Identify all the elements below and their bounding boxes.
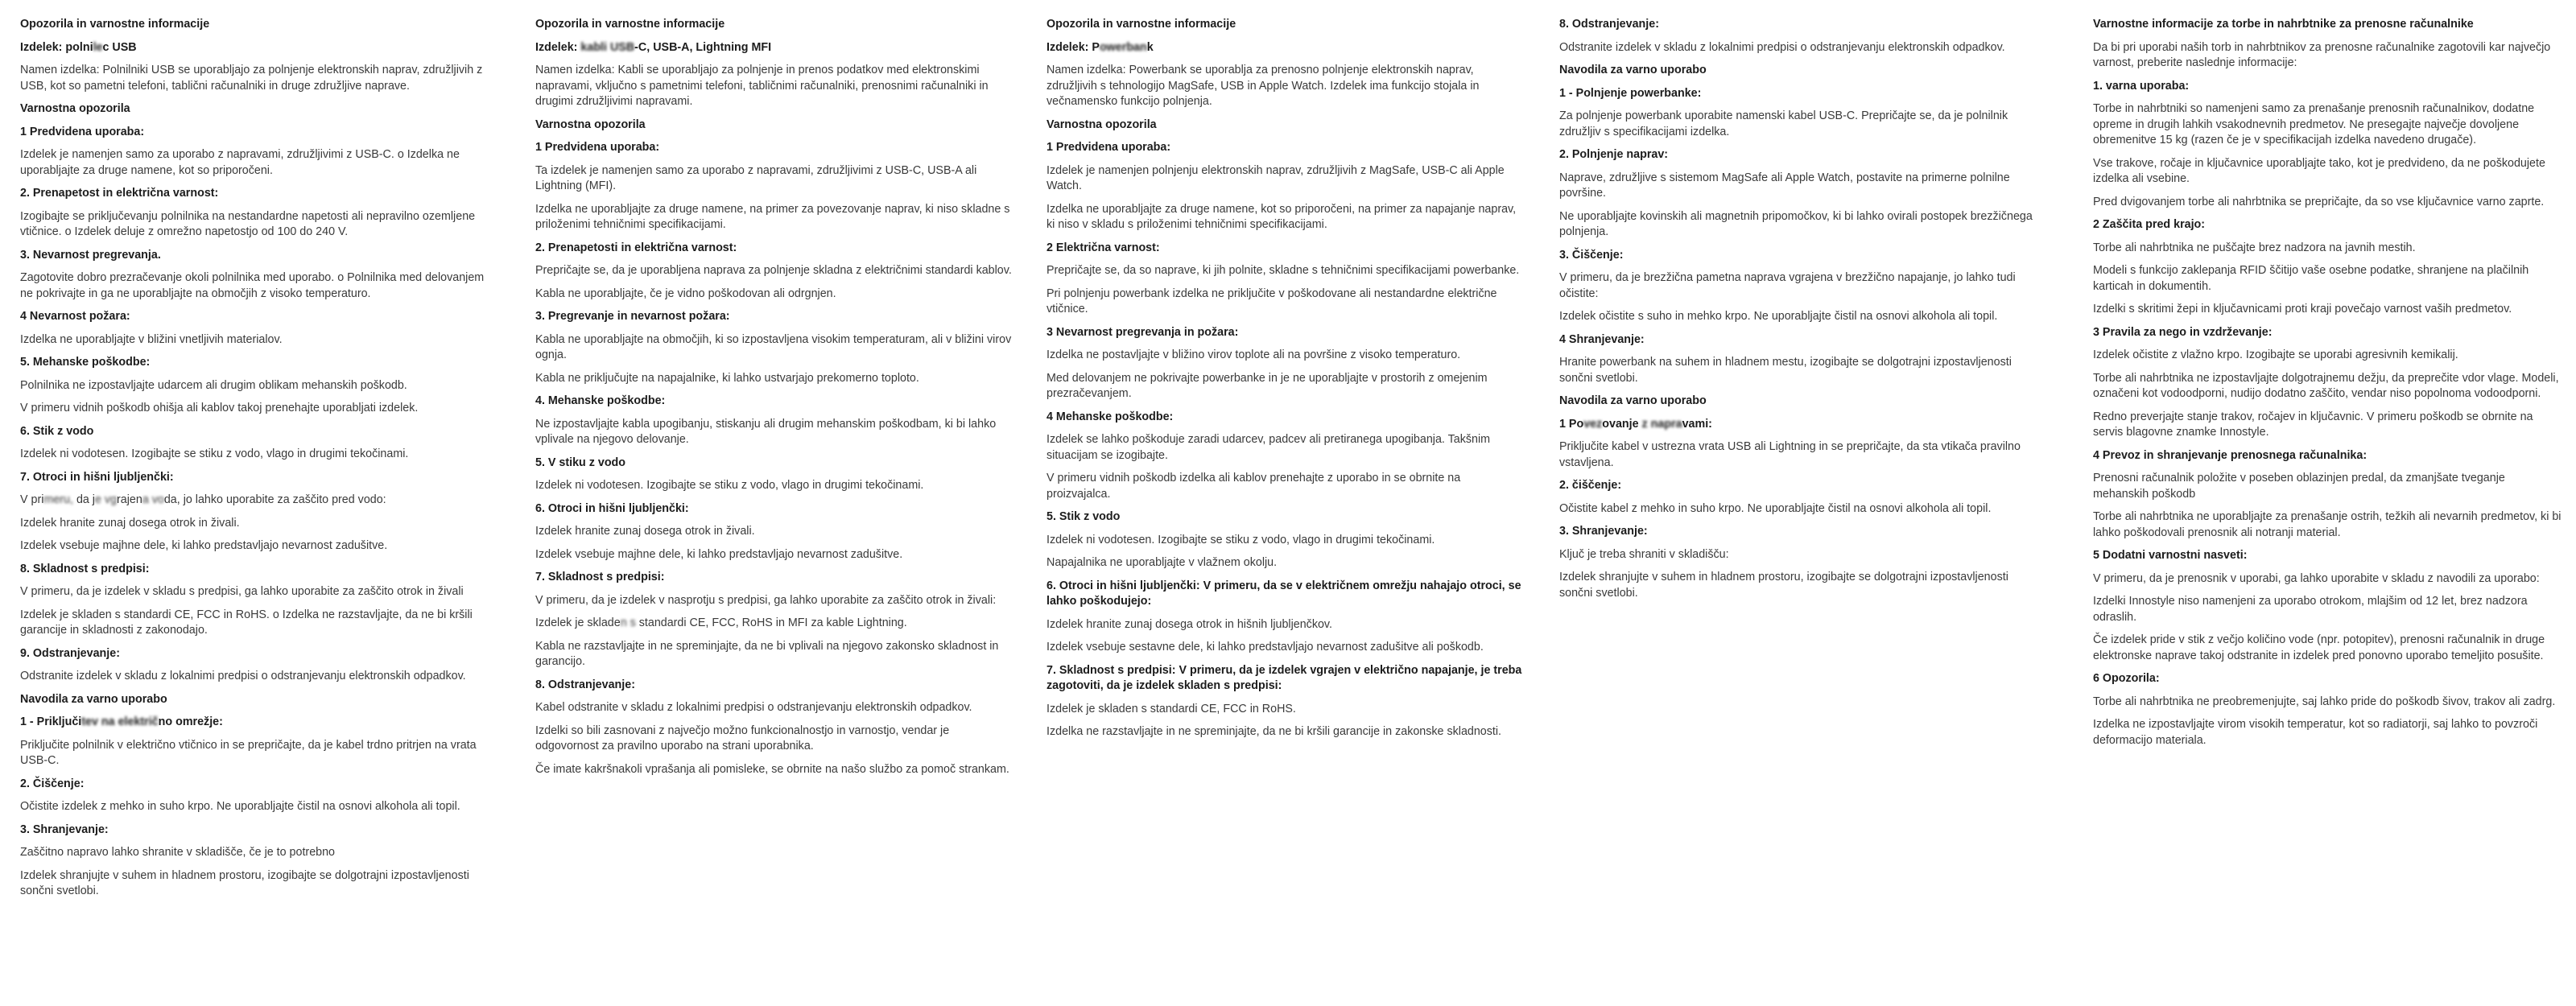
section-heading: 6 Opozorila: [2093, 672, 2160, 685]
paragraph: V primeru, da je izdelek v skladu s predpisi, ga lahko uporabite za zaščito otrok in živali [20, 585, 464, 598]
text-segment: Izdelek: polni [20, 40, 93, 54]
section-heading: 3 Nevarnost pregrevanja in požara: [1046, 325, 1239, 339]
paragraph: Kabla ne uporabljajte na območjih, ki so izpostavljena visokim temperaturam, ali v bližini virov ognja. [535, 332, 1012, 361]
section-heading: 2. čiščenje: [1559, 479, 1622, 492]
section-heading: 4. Mehanske poškodbe: [535, 394, 666, 407]
paragraph: Torbe ali nahrbtnika ne uporabljajte za prenašanje ostrih, težkih ali nevarnih predmetov, ki bi lahko poškodovali prenosnik ali notranji material. [2093, 510, 2562, 539]
column-3 [1046, 17, 1524, 748]
section-heading: 7. Skladnost s predpisi: [535, 571, 665, 583]
text-segment: e vg [95, 493, 118, 506]
text-segment: -C, USB-A, Lightning MFI [634, 40, 772, 54]
paragraph: Kabla ne razstavljajte in ne spreminjajte, da ne bi vplivali na njegovo zakonsko skladnost in garancijo. [535, 639, 999, 668]
text-segment: tev na električ [81, 715, 159, 728]
paragraph: Odstranite izdelek v skladu z lokalnimi predpisi o odstranjevanju elektronskih odpadkov. [1559, 40, 2005, 54]
section-heading: 1 - Polnjenje powerbanke: [1559, 86, 1702, 100]
paragraph: Med delovanjem ne pokrivajte powerbanke in je ne uporabljajte v prostorih z omejenim prezračevanjem. [1046, 371, 1488, 400]
section-heading: 3. Čiščenje: [1559, 248, 1624, 262]
text-segment: vez [1583, 417, 1603, 431]
section-heading: Navodila za varno uporabo [20, 692, 167, 706]
paragraph: Če imate kakršnakoli vprašanja ali pomisleke, se obrnite na našo službo za pomoč strankam. [535, 762, 1009, 776]
section-heading: 4 Mehanske poškodbe: [1046, 410, 1174, 423]
text-segment: Izdelek: P [1046, 40, 1100, 54]
section-heading: 1. varna uporaba: [2093, 79, 2190, 93]
paragraph: Torbe ali nahrbtnika ne puščajte brez nadzora na javnih mestih. [2093, 241, 2416, 254]
paragraph: Kabla ne uporabljajte, če je vidno poškodovan ali odrgnjen. [535, 287, 836, 300]
paragraph: Zagotovite dobro prezračevanje okoli polnilnika med uporabo. o Polnilnika med delovanjem ne pokrivajte in ga ne uporabljajte na območjih z visoko temperaturo. [20, 271, 485, 300]
section-heading: 2. Polnjenje naprav: [1559, 148, 1669, 161]
text-segment: 1 - Priključi [20, 715, 82, 728]
section-heading: 9. Odstranjevanje: [20, 646, 120, 660]
paragraph: V primeru vidnih poškodb izdelka ali kablov prenehajte z uporabo in se obrnite na proizvajalca. [1046, 472, 1461, 501]
text-segment: Izdelek: [535, 40, 581, 54]
paragraph: Očistite izdelek z mehko in suho krpo. Ne uporabljajte čistil na osnovi alkohola ali topil. [20, 800, 460, 813]
paragraph: Prepričajte se, da so naprave, ki jih polnite, skladne s tehničnimi specifikacijami powerbanke. [1046, 264, 1520, 277]
text-segment: rajen [117, 493, 142, 506]
paragraph: Izdelki s skritimi žepi in ključavnicami proti kraji povečajo varnost vaših predmetov. [2093, 303, 2512, 315]
paragraph: Izdelka ne razstavljajte in ne spreminjajte, da ne bi kršili garancije in zakonske skladnosti. [1046, 725, 1502, 738]
paragraph: Da bi pri uporabi naših torb in nahrbtnikov za prenosne računalnike zagotovili kar največjo varnost, preberite naslednje informacije: [2093, 40, 2551, 69]
section-heading: 3. Pregrevanje in nevarnost požara: [535, 310, 730, 323]
section-heading: 8. Odstranjevanje: [1559, 18, 1659, 31]
paragraph: Modeli s funkcijo zaklepanja RFID ščitijo vaše osebne podatke, shranjene na plačilnih karticah in dokumentih. [2093, 264, 2529, 293]
paragraph: Hranite powerbank na suhem in hladnem mestu, izogibajte se dolgotrajni izpostavljenosti sončni svetlobi. [1559, 356, 2012, 385]
section-heading: 4 Nevarnost požara: [20, 310, 130, 323]
text-segment: V pri [20, 493, 44, 506]
text-segment: da, jo lahko uporabite za zaščito pred vodo: [163, 493, 386, 506]
paragraph: Torbe in nahrbtniki so namenjeni samo za prenašanje prenosnih računalnikov, dodatne opreme in drugih lahkih vsakodnevnih predmetov. Ne presegajte največje dovoljene obremenitve 15 kg (razen če je v specifikacijah izdelka navedeno drugače). [2093, 102, 2535, 146]
paragraph: Namen izdelka: Powerbank se uporablja za prenosno polnjenje elektronskih naprav, združljivih s tehnologijo MagSafe, USB in Apple Watch. Izdelek ima funkcijo stojala in večnamensko funkcijo polnjenja. [1046, 64, 1480, 108]
text-segment: standardi CE, FCC, RoHS in MFI za kable Lightning. [638, 616, 907, 629]
paragraph: Izdelek očistite z vlažno krpo. Izogibajte se uporabi agresivnih kemikalij. [2093, 348, 2458, 361]
column-4 [1559, 17, 2037, 608]
section-heading: 5. V stiku z vodo [535, 456, 626, 469]
section-heading: Opozorila in varnostne informacije [1046, 18, 1236, 31]
paragraph [535, 616, 1013, 632]
paragraph: Izdelek hranite zunaj dosega otrok in živali. [20, 516, 240, 530]
paragraph: Priključite polnilnik v električno vtičnico in se prepričajte, da je kabel trdno pritrjen na vrata USB-C. [20, 738, 477, 767]
column-1 [20, 17, 497, 907]
paragraph: Izdelek se lahko poškoduje zaradi udarcev, padcev ali pretiranega upogibanja. Takšnim situacijam se izogibajte. [1046, 433, 1491, 462]
paragraph: Zaščitno napravo lahko shranite v skladišče, če je to potrebno [20, 846, 336, 859]
section-heading: 3. Nevarnost pregrevanja. [20, 248, 161, 262]
paragraph: Kabel odstranite v skladu z lokalnimi predpisi o odstranjevanju elektronskih odpadkov. [535, 701, 972, 714]
paragraph: Izdelek ni vodotesen. Izogibajte se stiku z vodo, vlago in drugimi tekočinami. [1046, 533, 1435, 546]
paragraph: Izdelek shranjujte v suhem in hladnem prostoru, izogibajte se dolgotrajni izpostavljenosti sončni svetlobi. [20, 868, 469, 897]
section-heading: 2 Električna varnost: [1046, 241, 1160, 254]
section-heading: Varnostne informacije za torbe in nahrbtnike za prenosne računalnike [2093, 18, 2474, 31]
paragraph: Izdelka ne uporabljajte za druge namene, kot so priporočeni, na primer za napajanje naprav, ki niso v skladu s priloženimi tehničnimi specifikacijami. [1046, 202, 1517, 231]
section-heading: 2. Čiščenje: [20, 777, 85, 790]
paragraph: Za polnjenje powerbank uporabite namenski kabel USB-C. Prepričajte se, da je polnilnik združljiv s specifikacijami izdelka. [1559, 109, 2008, 138]
section-heading: 1 Predvidena uporaba: [20, 125, 145, 138]
paragraph: Izdelki Innostyle niso namenjeni za uporabo otrokom, mlajšim od 12 let, brez nadzora odraslih. [2093, 595, 2528, 624]
paragraph [20, 493, 497, 509]
paragraph: Ta izdelek je namenjen samo za uporabo z napravami, združljivimi z USB-C, USB-A ali Lightning (MFI). [535, 163, 977, 192]
paragraph: Polnilnika ne izpostavljajte udarcem ali drugim oblikam mehanskih poškodb. [20, 378, 407, 392]
paragraph: Izdelek je namenjen polnjenju elektronskih naprav, združljivih z MagSafe, USB-C ali Apple Watch. [1046, 163, 1505, 192]
section-heading: 5 Dodatni varnostni nasveti: [2093, 549, 2248, 562]
text-segment: no omrežje: [158, 715, 223, 728]
column-5 [2093, 17, 2562, 756]
paragraph: Naprave, združljive s sistemom MagSafe ali Apple Watch, postavite na primerne polnilne površine. [1559, 171, 2010, 200]
text-segment: c USB [102, 40, 137, 54]
text-segment: le [93, 40, 103, 54]
section-heading: Varnostna opozorila [1046, 118, 1157, 131]
section-heading: Navodila za varno uporabo [1559, 64, 1707, 76]
section-heading: 3. Shranjevanje: [20, 823, 109, 836]
section-heading: Opozorila in varnostne informacije [20, 18, 210, 31]
section-heading: 3. Shranjevanje: [1559, 525, 1648, 538]
section-heading: 2. Prenapetosti in električna varnost: [535, 241, 737, 254]
section-heading: 8. Skladnost s predpisi: [20, 562, 150, 575]
paragraph: Izdelek shranjujte v suhem in hladnem prostoru, izogibajte se dolgotrajni izpostavljenosti sončni svetlobi. [1559, 571, 2008, 600]
paragraph: Ne uporabljajte kovinskih ali magnetnih pripomočkov, ki bi lahko ovirali postopek brezžičnega polnjenja. [1559, 209, 2033, 238]
paragraph: Pred dvigovanjem torbe ali nahrbtnika se prepričajte, da so vse ključavnice varno zaprte. [2093, 195, 2545, 208]
paragraph: Izdelek ni vodotesen. Izogibajte se stiku z vodo, vlago in drugimi tekočinami. [20, 447, 409, 460]
section-heading [1559, 417, 2037, 433]
paragraph: Torbe ali nahrbtnika ne preobremenjujte, saj lahko pride do poškodb šivov, trakov ali zadrg. [2093, 695, 2556, 708]
paragraph: V primeru, da je brezžična pametna naprava vgrajena v brezžično napajanje, jo lahko tudi očistite: [1559, 271, 2016, 300]
text-segment: n s [620, 616, 639, 629]
paragraph: Namen izdelka: Kabli se uporabljajo za polnjenje in prenos podatkov med elektronskimi napravami, vključno s pametnimi telefoni, tabličnimi računalniki, prenosnimi računalniki in drugimi združljivimi napravami. [535, 64, 989, 108]
text-segment: owerban [1099, 40, 1147, 54]
section-heading: Varnostna opozorila [20, 102, 130, 115]
section-heading: 5. Mehanske poškodbe: [20, 356, 151, 369]
paragraph: Izdelka ne uporabljajte v bližini vnetljivih materialov. [20, 332, 283, 346]
paragraph: Napajalnika ne uporabljajte v vlažnem okolju. [1046, 556, 1278, 569]
section-heading: 7. Otroci in hišni ljubljenčki: [20, 470, 174, 484]
text-segment: ovanje [1602, 417, 1642, 431]
paragraph: Izdelek ni vodotesen. Izogibajte se stiku z vodo, vlago in drugimi tekočinami. [535, 479, 924, 492]
text-segment: da j [76, 493, 95, 506]
section-heading: 6. Stik z vodo [20, 424, 94, 438]
paragraph: Torbe ali nahrbtnika ne izpostavljajte dolgotrajnemu dežju, da preprečite vdor vlage. Modeli, označeni kot vodoodporni, nudijo dodatno zaščito, vendar niso popolnoma vodoodporni. [2093, 371, 2559, 400]
paragraph: Izdelek hranite zunaj dosega otrok in živali. [535, 525, 755, 538]
paragraph: V primeru, da je prenosnik v uporabi, ga lahko uporabite v skladu z navodili za uporabo: [2093, 571, 2540, 585]
paragraph: Odstranite izdelek v skladu z lokalnimi predpisi o odstranjevanju elektronskih odpadkov. [20, 670, 466, 682]
paragraph: V primeru vidnih poškodb ohišja ali kablov takoj prenehajte uporabljati izdelek. [20, 402, 419, 414]
paragraph: Ključ je treba shraniti v skladišču: [1559, 547, 1729, 561]
section-heading: 2. Prenapetost in električna varnost: [20, 187, 219, 200]
section-heading [1046, 40, 1524, 56]
paragraph: Izdelek je skladen s standardi CE, FCC in RoHS. [1046, 702, 1296, 715]
section-heading: 5. Stik z vodo [1046, 510, 1121, 523]
text-segment: 1 Po [1559, 417, 1584, 431]
section-heading: Opozorila in varnostne informacije [535, 18, 725, 31]
paragraph: Izdelki so bili zasnovani z največjo možno funkcionalnostjo in varnostjo, vendar je odgovornost za pravilno uporabo na strani uporabnika. [535, 724, 950, 752]
section-heading: 1 Predvidena uporaba: [1046, 141, 1171, 154]
section-heading: Navodila za varno uporabo [1559, 394, 1707, 407]
text-segment: Izdelek je sklade [535, 616, 621, 629]
paragraph: Izdelek hranite zunaj dosega otrok in hišnih ljubljenčkov. [1046, 617, 1332, 631]
text-segment: kabli USB [580, 40, 635, 54]
paragraph: Ne izpostavljajte kabla upogibanju, stiskanju ali drugim mehanskim poškodbam, ki bi lahko vplivale na njegovo delovanje. [535, 417, 997, 446]
paragraph: Prepričajte se, da je uporabljena naprava za polnjenje skladna z električnimi standardi kablov. [535, 264, 1012, 277]
section-heading: 3 Pravila za nego in vzdrževanje: [2093, 325, 2273, 339]
text-segment: z napra [1641, 417, 1682, 431]
paragraph: Priključite kabel v ustrezna vrata USB ali Lightning in se prepričajte, da sta vtikača pravilno vstavljena. [1559, 440, 2021, 469]
section-heading [20, 40, 497, 56]
section-heading: 6. Otroci in hišni ljubljenčki: [535, 501, 689, 515]
section-heading: 4 Prevoz in shranjevanje prenosnega računalnika: [2093, 448, 2368, 462]
section-heading: 6. Otroci in hišni ljubljenčki: V primeru, da se v električnem omrežju nahajajo otroci, se lahko poškodujejo: [1046, 579, 1521, 608]
paragraph: Izdelka ne uporabljajte za druge namene, na primer za povezovanje naprav, ki niso skladne s priloženimi tehničnimi specifikacijami. [535, 202, 1010, 231]
paragraph: Namen izdelka: Polnilniki USB se uporabljajo za polnjenje elektronskih naprav, združljivih z USB, kot so pametni telefoni, tablični računalniki in druge združljive naprave. [20, 64, 483, 93]
text-segment: k [1146, 40, 1154, 54]
section-heading [535, 40, 1013, 56]
section-heading: 7. Skladnost s predpisi: V primeru, da je izdelek vgrajen v električno napajanje, je treba zagotoviti, da je izdelek skladen s predpisi: [1046, 663, 1522, 692]
column-2 [535, 17, 1013, 785]
section-heading: 4 Shranjevanje: [1559, 332, 1645, 346]
paragraph: Pri polnjenju powerbank izdelka ne priključite v poškodovane ali nestandardne električne vtičnice. [1046, 287, 1497, 315]
section-heading: Varnostna opozorila [535, 118, 646, 131]
section-heading: 8. Odstranjevanje: [535, 678, 635, 691]
section-heading [20, 715, 497, 731]
paragraph: Če izdelek pride v stik z večjo količino vode (npr. potopitev), prenosni računalnik in druge elektronske naprave takoj odstranite in izdelek pred ponovno uporabo temeljito posušite. [2093, 633, 2545, 662]
paragraph: Kabla ne priključujte na napajalnike, ki lahko ustvarjajo prekomerno toploto. [535, 371, 919, 385]
paragraph: Izdelek vsebuje majhne dele, ki lahko predstavljajo nevarnost zadušitve. [535, 547, 903, 561]
text-segment: a vo [142, 493, 164, 506]
paragraph: Izdelek je skladen s standardi CE, FCC in RoHS. o Izdelka ne razstavljajte, da ne bi kršili garancije in skladnosti z zakonodajo. [20, 608, 473, 637]
paragraph: Izogibajte se priključevanju polnilnika na nestandardne napetosti ali nepravilno ozemljene vtičnice. o Izdelek deluje z omrežno napetostjo od 100 do 240 V. [20, 209, 476, 238]
section-heading: 2 Zaščita pred krajo: [2093, 218, 2206, 231]
paragraph: Izdelek vsebuje majhne dele, ki lahko predstavljajo nevarnost zadušitve. [20, 539, 388, 552]
paragraph: Redno preverjajte stanje trakov, ročajev in ključavnic. V primeru poškodb se obrnite na servis blagovne znamke Innostyle. [2093, 410, 2533, 439]
text-segment: vami: [1682, 417, 1712, 431]
paragraph: Vse trakove, ročaje in ključavnice uporabljajte tako, kot je predvideno, da ne poškodujete izdelka ali vsebine. [2093, 156, 2545, 185]
paragraph: Izdelek očistite s suho in mehko krpo. Ne uporabljajte čistil na osnovi alkohola ali topil. [1559, 310, 1998, 323]
paragraph: Očistite kabel z mehko in suho krpo. Ne uporabljajte čistil na osnovi alkohola ali topil. [1559, 501, 1992, 515]
paragraph: Izdelka ne postavljajte v bližino virov toplote ali na površine z visoko temperaturo. [1046, 348, 1461, 361]
paragraph: Prenosni računalnik položite v poseben oblazinjen predal, da zmanjšate tveganje mehanskih poškodb [2093, 472, 2505, 501]
paragraph: Izdelek vsebuje sestavne dele, ki lahko predstavljajo nevarnost zadušitve ali poškodb. [1046, 641, 1484, 653]
paragraph: Izdelek je namenjen samo za uporabo z napravami, združljivimi z USB-C. o Izdelka ne uporabljajte za druge namene, kot so priporočeni. [20, 148, 460, 177]
section-heading: 1 Predvidena uporaba: [535, 141, 660, 154]
paragraph: V primeru, da je izdelek v nasprotju s predpisi, ga lahko uporabite za zaščito otrok in živali: [535, 593, 997, 607]
text-segment: meru, [43, 493, 76, 506]
paragraph: Izdelka ne izpostavljajte virom visokih temperatur, kot so radiatorji, saj lahko to povzroči deformacijo materiala. [2093, 718, 2538, 747]
